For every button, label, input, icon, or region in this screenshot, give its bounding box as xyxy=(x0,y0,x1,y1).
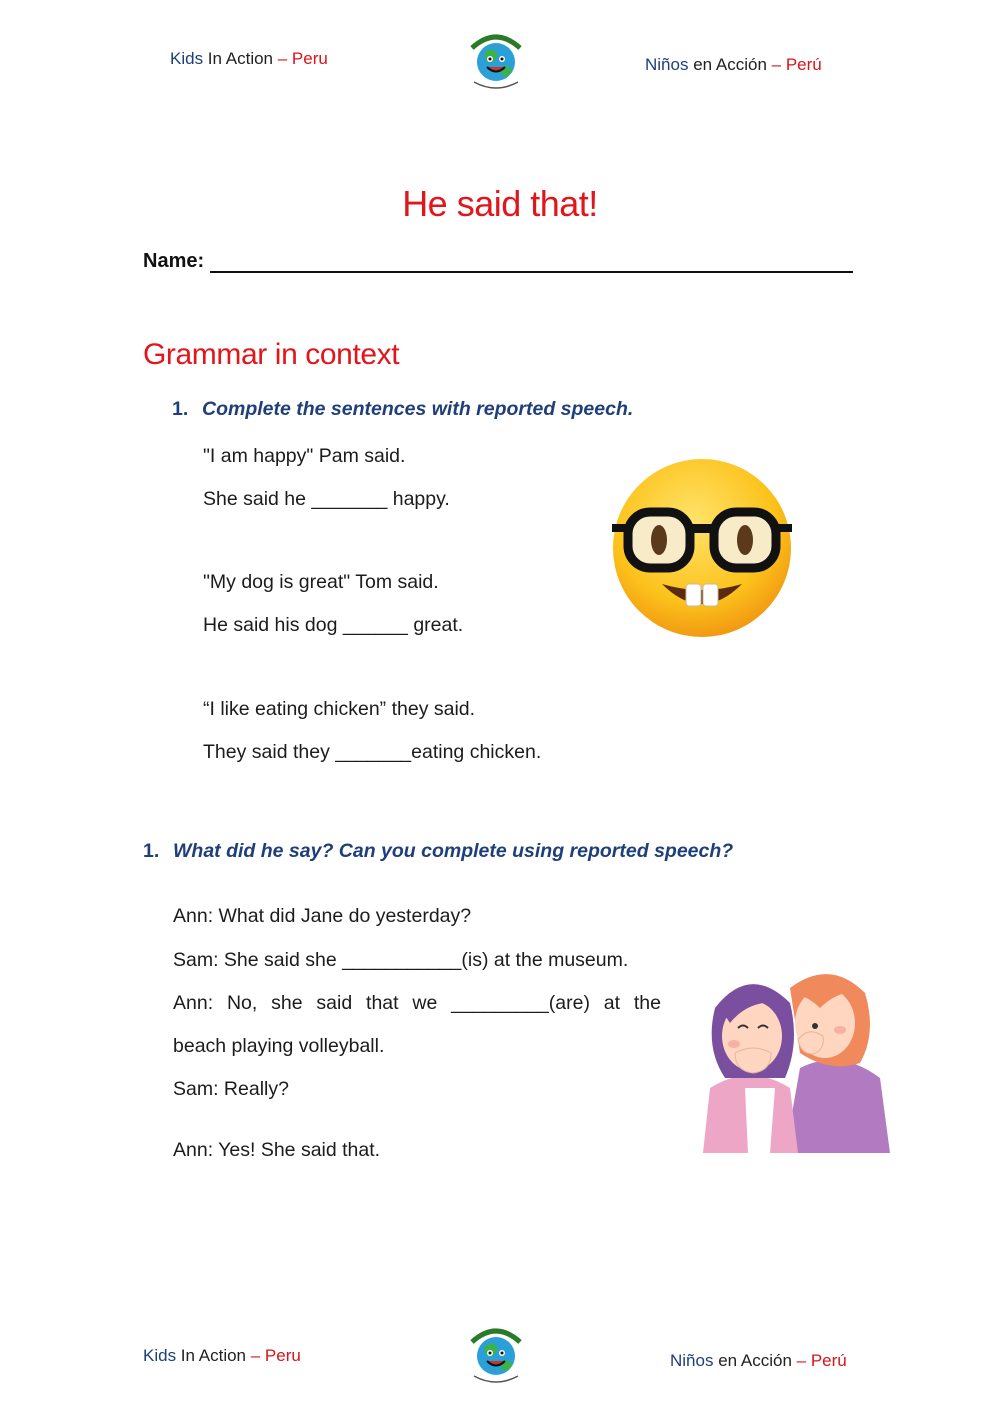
footer-right xyxy=(670,1351,847,1371)
header-left xyxy=(170,49,328,69)
exercise2-number: 1. xyxy=(143,840,160,862)
exercise1-instruction: Complete the sentences with reported speech. xyxy=(202,398,634,420)
exercise1-quote-1: "I am happy" Pam said. xyxy=(203,445,406,467)
dialogue-line-3[interactable] xyxy=(173,992,661,1015)
exercise1-instruction-row xyxy=(172,398,633,421)
footer-right-en-accion: en Acción xyxy=(713,1351,797,1370)
footer-right-ninos: Niños xyxy=(670,1351,714,1370)
nerd-face-icon xyxy=(610,456,794,640)
footer-left-kids: Kids xyxy=(143,1346,177,1365)
header-left-in-action: In Action xyxy=(203,49,278,68)
name-field[interactable] xyxy=(143,249,853,273)
header-logo xyxy=(460,22,532,102)
footer-left-peru: – Peru xyxy=(250,1346,301,1365)
nerd-face-emoji xyxy=(610,456,794,640)
page-title: He said that! xyxy=(402,183,598,224)
dialogue-word: said xyxy=(316,992,353,1014)
header-right-en-accion: en Acción xyxy=(688,55,772,74)
header-right-ninos: Niños xyxy=(645,55,689,74)
name-blank-line[interactable] xyxy=(210,249,853,273)
footer-left xyxy=(143,1346,301,1366)
exercise1-number: 1. xyxy=(172,398,189,420)
dialogue-word: that xyxy=(366,992,399,1014)
dialogue-word: we xyxy=(412,992,438,1014)
dialogue-word: No, xyxy=(226,992,258,1014)
dialogue-word: at xyxy=(603,992,621,1014)
exercise1-quote-3: “I like eating chicken” they said. xyxy=(203,698,476,720)
dialogue-word: the xyxy=(633,992,661,1014)
dialogue-blank[interactable]: _________(are) xyxy=(451,992,590,1014)
dialogue-line-1: Ann: What did Jane do yesterday? xyxy=(173,905,472,927)
two-girls-whispering-icon xyxy=(690,948,900,1153)
dialogue-line-6: Ann: Yes! She said that. xyxy=(173,1139,381,1161)
dialogue-line-4: beach playing volleyball. xyxy=(173,1035,385,1057)
footer-right-peru: – Perú xyxy=(796,1351,847,1370)
dialogue-line-5: Sam: Really? xyxy=(173,1078,289,1100)
exercise1-report-2[interactable]: He said his dog ______ great. xyxy=(203,614,464,636)
header-right xyxy=(645,55,822,75)
header-right-peru: – Perú xyxy=(771,55,822,74)
dialogue-word: she xyxy=(271,992,303,1014)
dialogue-word: Ann: xyxy=(173,992,214,1014)
header-left-peru: – Peru xyxy=(277,49,328,68)
footer-left-in-action: In Action xyxy=(176,1346,251,1365)
footer-logo xyxy=(460,1316,532,1396)
exercise2-instruction: What did he say? Can you complete using reported speech? xyxy=(173,840,734,862)
header-left-kids: Kids xyxy=(170,49,204,68)
exercise2-instruction-row xyxy=(143,840,733,863)
kids-in-action-logo-icon xyxy=(460,22,532,102)
section-title: Grammar in context xyxy=(143,338,400,371)
exercise1-report-3[interactable]: They said they _______eating chicken. xyxy=(203,741,542,763)
exercise1-quote-2: "My dog is great" Tom said. xyxy=(203,571,439,593)
name-label: Name: xyxy=(143,250,205,272)
dialogue-line-2[interactable]: Sam: She said she ___________(is) at the museum. xyxy=(173,949,629,971)
exercise1-report-1[interactable]: She said he _______ happy. xyxy=(203,488,450,510)
whispering-girls-illustration xyxy=(690,948,900,1153)
kids-in-action-logo-icon xyxy=(460,1316,532,1396)
